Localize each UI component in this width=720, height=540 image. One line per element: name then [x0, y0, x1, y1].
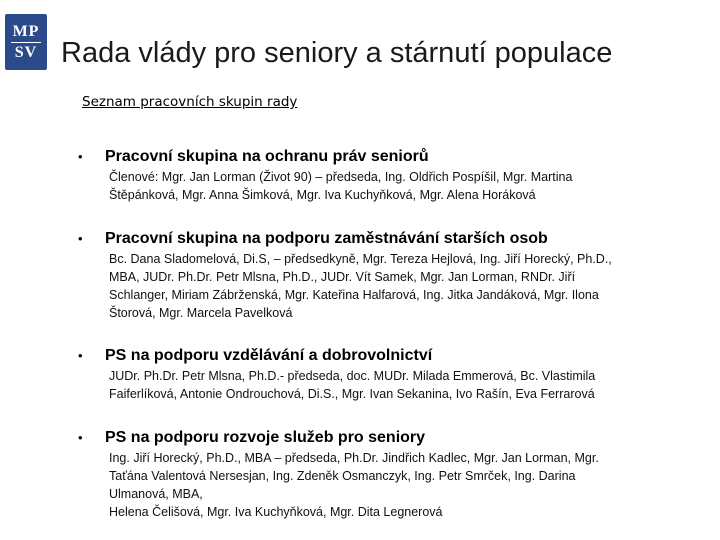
- group-heading: PS na podporu rozvoje služeb pro seniory: [105, 429, 426, 446]
- working-group-4: [78, 427, 708, 521]
- slide-subtitle: Seznam pracovních skupin rady: [82, 94, 298, 110]
- bullet: •: [78, 149, 83, 164]
- member-line: MBA, JUDr. Ph.Dr. Petr Mlsna, Ph.D., JUDr. Vít Samek, Mgr. Jan Lorman, RNDr. Jiří: [109, 270, 576, 284]
- member-line: Faiferlíková, Antonie Ondrouchová, Di.S., Mgr. Ivan Sekanina, Ivo Rašín, Eva Ferrarová: [109, 387, 595, 401]
- working-group-2: [78, 228, 708, 322]
- member-line: Taťána Valentová Nersesjan, Ing. Zdeněk Osmanczyk, Ing. Petr Smrček, Ing. Darina: [109, 469, 576, 483]
- member-line: Helena Čelišová, Mgr. Iva Kuchyňková, Mgr. Dita Legnerová: [109, 505, 443, 519]
- bullet: •: [78, 430, 83, 445]
- member-line: Ing. Jiří Horecký, Ph.D., MBA – předseda, Ph.Dr. Jindřich Kadlec, Mgr. Jan Lorman, Mgr.: [109, 451, 599, 465]
- group-heading: PS na podporu vzdělávání a dobrovolnictví: [105, 347, 433, 364]
- member-line: Schlanger, Miriam Zábrženská, Mgr. Kateřina Halfarová, Ing. Jitka Jandáková, Mgr. Ilona: [109, 288, 599, 302]
- logo-text-top: MP: [12, 22, 40, 40]
- mpsv-logo: [5, 14, 47, 70]
- member-line: Štorová, Mgr. Marcela Pavelková: [109, 306, 293, 320]
- group-members: [78, 250, 708, 322]
- logo-text-bottom: SV: [14, 43, 38, 61]
- member-line: Ulmanová, MBA,: [109, 487, 203, 501]
- bullet: •: [78, 348, 83, 363]
- working-group-1: [78, 146, 708, 204]
- member-line: Členové: Mgr. Jan Lorman (Život 90) – předseda, Ing. Oldřich Pospíšil, Mgr. Martina: [109, 170, 573, 184]
- working-group-3: [78, 345, 708, 403]
- group-heading: Pracovní skupina na podporu zaměstnávání starších osob: [105, 230, 548, 247]
- member-line: Bc. Dana Sladomelová, Di.S, – předsedkyně, Mgr. Tereza Hejlová, Ing. Jiří Horecký, Ph.D.,: [109, 252, 612, 266]
- bullet: •: [78, 231, 83, 246]
- slide-title: Rada vlády pro seniory a stárnutí populace: [61, 37, 613, 69]
- member-line: Štěpánková, Mgr. Anna Šimková, Mgr. Iva Kuchyňková, Mgr. Alena Horáková: [109, 188, 536, 202]
- group-members: [78, 168, 708, 204]
- member-line: JUDr. Ph.Dr. Petr Mlsna, Ph.D.- předseda, doc. MUDr. Milada Emmerová, Bc. Vlastimila: [109, 369, 596, 383]
- group-heading: Pracovní skupina na ochranu práv seniorů: [105, 148, 429, 165]
- group-members: [78, 449, 708, 521]
- logo-divider: [11, 42, 41, 43]
- group-members: [78, 367, 708, 403]
